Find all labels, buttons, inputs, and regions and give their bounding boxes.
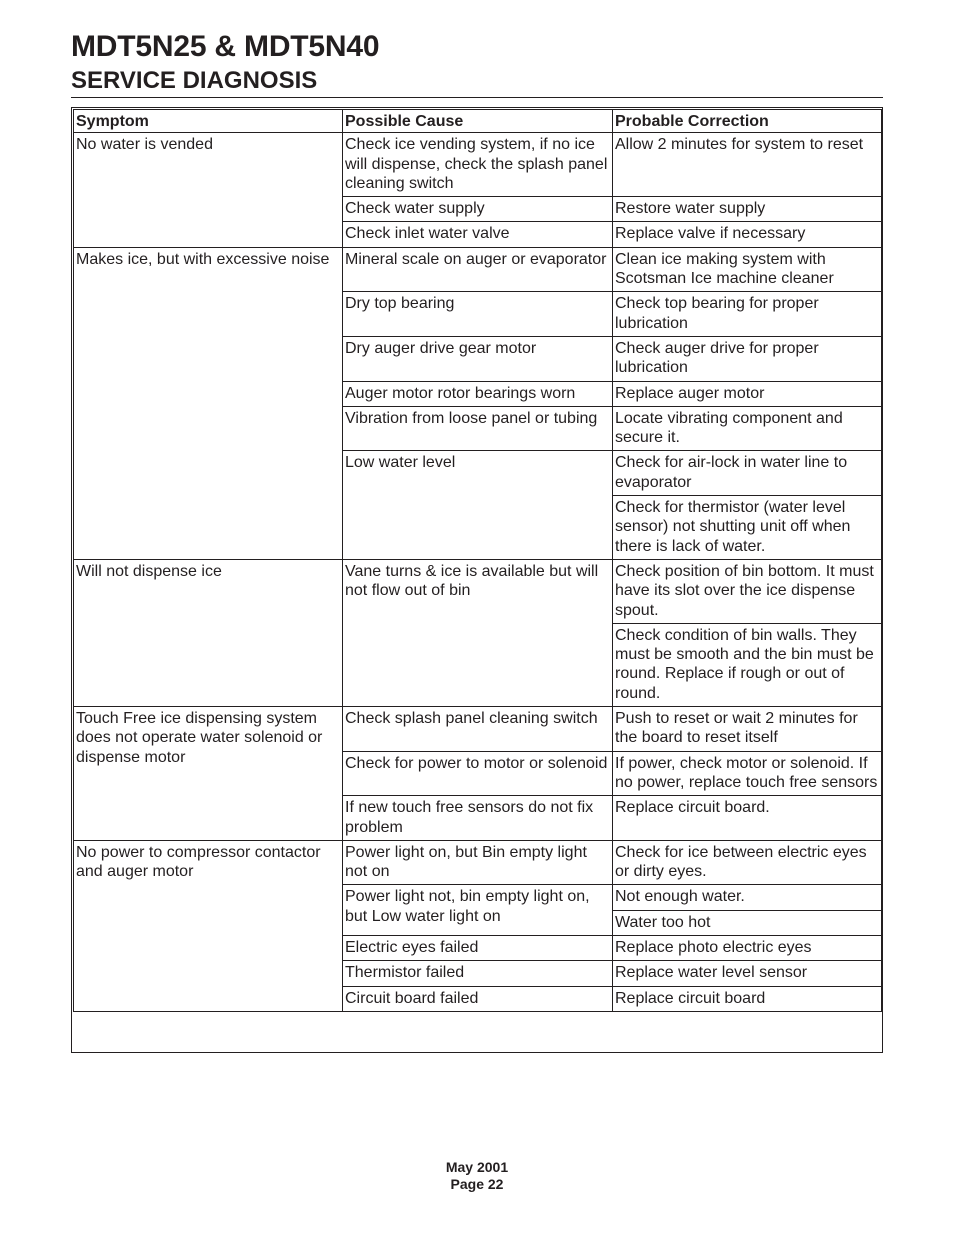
header-rule [71,97,883,98]
correction-cell: Check auger drive for proper lubrication [613,336,882,381]
correction-cell: Replace photo electric eyes [613,935,882,960]
cause-cell: Electric eyes failed [343,935,613,960]
cause-cell: Thermistor failed [343,961,613,986]
cause-cell: Vibration from loose panel or tubing [343,406,613,451]
cause-cell: Power light on, but Bin empty light not on [343,840,613,885]
symptom-cell: Makes ice, but with excessive noise [74,247,343,559]
cause-cell: Dry top bearing [343,292,613,337]
table-row [74,707,882,752]
correction-cell: Check condition of bin walls. They must be smooth and the bin must be round. Replace if rough or out of round. [613,623,882,706]
cause-cell: Power light not, bin empty light on, but Low water light on [343,885,613,936]
cause-cell: Circuit board failed [343,986,613,1011]
correction-cell: Not enough water. [613,885,882,910]
table-row [74,133,882,197]
correction-cell: Check for ice between electric eyes or dirty eyes. [613,840,882,885]
correction-cell: Clean ice making system with Scotsman Ice machine cleaner [613,247,882,292]
correction-cell: Replace circuit board [613,986,882,1011]
correction-cell: Replace water level sensor [613,961,882,986]
correction-cell: Locate vibrating component and secure it. [613,406,882,451]
footer-page-number: Page 22 [450,1176,504,1192]
correction-cell: Replace circuit board. [613,796,882,841]
table-body [74,133,882,1012]
diagnosis-table [73,109,882,1012]
table-row [74,559,882,623]
page-title: MDT5N25 & MDT5N40 [71,30,380,63]
section-title: SERVICE DIAGNOSIS [71,67,318,94]
correction-cell: Check top bearing for proper lubrication [613,292,882,337]
header-probable-correction: Probable Correction [613,110,882,133]
correction-cell: Restore water supply [613,197,882,222]
correction-cell: Check position of bin bottom. It must have its slot over the ice dispense spout. [613,559,882,623]
symptom-cell: No power to compressor contactor and auger motor [74,840,343,1011]
header-possible-cause: Possible Cause [343,110,613,133]
symptom-cell: No water is vended [74,133,343,247]
cause-cell: Dry auger drive gear motor [343,336,613,381]
cause-cell: Check for power to motor or solenoid [343,751,613,796]
cause-cell: Check ice vending system, if no ice will dispense, check the splash panel cleaning switch [343,133,613,197]
symptom-cell: Touch Free ice dispensing system does not operate water solenoid or dispense motor [74,707,343,841]
table-row [74,247,882,292]
correction-cell: If power, check motor or solenoid. If no power, replace touch free sensors [613,751,882,796]
cause-cell: Mineral scale on auger or evaporator [343,247,613,292]
cause-cell: Low water level [343,451,613,559]
correction-cell: Replace valve if necessary [613,222,882,247]
cause-cell: Check splash panel cleaning switch [343,707,613,752]
correction-cell: Check for thermistor (water level sensor) not shutting unit off when there is lack of water. [613,496,882,560]
correction-cell: Water too hot [613,910,882,935]
table-header-row [74,110,882,133]
correction-cell: Check for air-lock in water line to evaporator [613,451,882,496]
header-symptom: Symptom [74,110,343,133]
correction-cell: Push to reset or wait 2 minutes for the board to reset itself [613,707,882,752]
cause-cell: If new touch free sensors do not fix problem [343,796,613,841]
cause-cell: Vane turns & ice is available but will not flow out of bin [343,559,613,706]
table-row [74,840,882,885]
cause-cell: Check inlet water valve [343,222,613,247]
footer-date: May 2001 [445,1159,509,1175]
correction-cell: Allow 2 minutes for system to reset [613,133,882,197]
cause-cell: Check water supply [343,197,613,222]
correction-cell: Replace auger motor [613,381,882,406]
symptom-cell: Will not dispense ice [74,559,343,706]
cause-cell: Auger motor rotor bearings worn [343,381,613,406]
